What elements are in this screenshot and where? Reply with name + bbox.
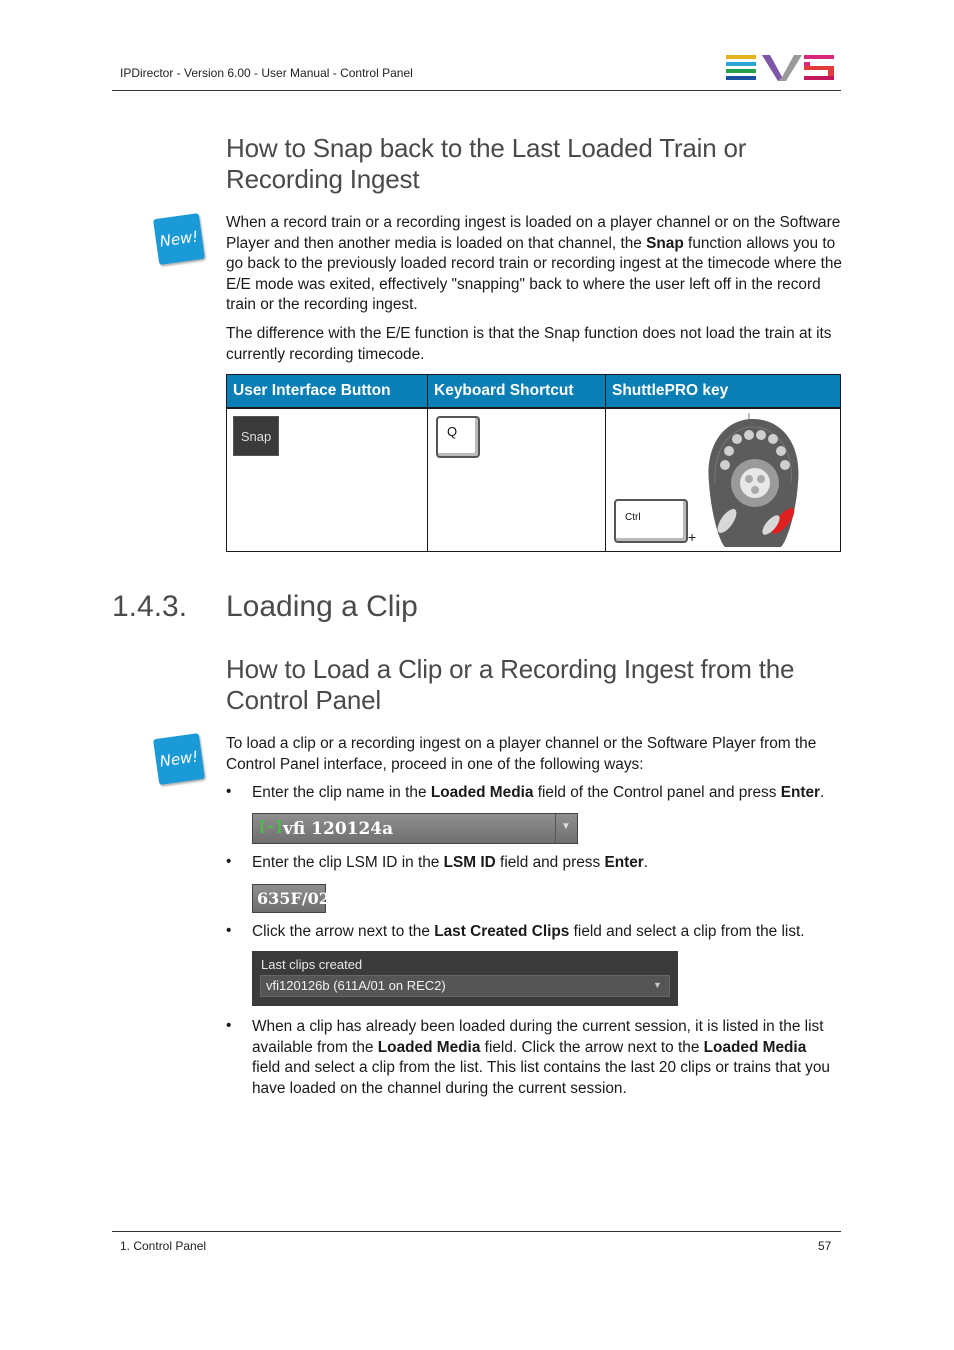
evs-logo [726,55,834,81]
footer-divider [112,1231,841,1232]
new-badge-icon: New! [153,733,205,785]
plus-sign: + [688,529,697,545]
chevron-down-icon[interactable]: ▼ [653,980,662,990]
lsm-id-field[interactable] [252,884,330,913]
heading-line: How to Load a Clip or a Recording Ingest from the [226,654,795,684]
text-line: E/E mode was exited, effectively "snapping" back to where the user left off in the record [226,275,821,293]
chapter-number: 1.4.3. [112,590,188,623]
lsm-id-value: 635F/02 [257,889,330,908]
field-separator [555,814,556,843]
chapter-title: Loading a Clip [226,590,418,623]
shuttlepro-device-icon [701,413,806,552]
bullet-marker: • [226,922,232,939]
bullet-marker: • [226,1017,232,1034]
bullet-marker: • [226,783,232,800]
loaded-media-value: vfi 120124a [283,819,394,839]
text-line: Control Panel interface, proceed in one of the following ways: [226,755,644,773]
snap-difference [226,324,846,365]
q-key-icon: Q [436,416,480,458]
page-number: 57 [818,1239,832,1253]
text-line: train or the recording ingest. [226,296,418,314]
chevron-down-icon[interactable]: ▼ [561,821,571,832]
text-line: currently recording timecode. [226,345,425,363]
snap-button: Snap [233,416,279,456]
col-header-ui-button: User Interface Button [227,375,428,409]
text-line: The difference with the E/E function is that the Snap function does not load the train at its [226,325,832,342]
col-header-keyboard: Keyboard Shortcut [428,375,606,409]
text-line: When a record train or a recording ingest is loaded on a player channel or on the Software [226,214,841,231]
last-clips-dropdown[interactable] [260,975,670,997]
header-title: IPDirector - Version 6.00 - User Manual - Control Panel [120,66,413,80]
cell-keyboard [428,408,606,552]
last-clips-value: vfi120126b (611A/01 on REC2) [266,978,446,993]
footer-section: 1. Control Panel [120,1239,207,1253]
cell-shuttlepro [606,408,841,552]
last-clips-panel [252,951,678,1006]
header-divider [112,90,841,91]
bullet-lsm-id: Enter the clip LSM ID in the LSM ID field and press Enter. [252,854,649,871]
ctrl-key-icon: Ctrl [614,499,688,543]
text-line: Player and then another media is loaded on that channel, the [226,234,647,252]
col-header-shuttlepro: ShuttlePRO key [606,375,841,409]
load-clip-intro [226,734,846,775]
snap-description [226,213,846,316]
text-line: go back to the previously loaded record train or recording ingest at the timecode where the [226,255,842,273]
bullet-last-created: Click the arrow next to the Last Created Clips field and select a clip from the list. [252,923,805,940]
cell-ui-button [227,408,428,552]
new-badge-icon: New! [153,213,205,265]
bullet-marker: • [226,853,232,870]
bullet-session-history: When a clip has already been loaded during the current session, it is listed in the list available from the Loaded Media field. Click the arrow next to the Loaded Media field and select a clip from the list. This list contains the last 20 clips or trains that you have loaded on the channel during the current session. [252,1018,830,1097]
section-heading-load-clip [226,654,846,716]
last-clips-label: Last clips created [261,957,363,972]
loaded-media-status-icon: [-] [258,819,284,835]
bold-term: Snap [646,234,684,252]
heading-line: How to Snap back to the Last Loaded Train or [226,133,747,163]
shortcut-table [226,374,841,552]
loaded-media-field[interactable] [252,813,578,844]
heading-line: Recording Ingest [226,164,420,194]
heading-line: Control Panel [226,685,381,715]
text-line: To load a clip or a recording ingest on a player channel or the Software Player from the [226,735,817,752]
bullet-loaded-media: Enter the clip name in the Loaded Media field of the Control panel and press Enter. [252,784,825,801]
section-heading-snap [226,133,846,195]
text-line: function allows you to [683,234,836,252]
